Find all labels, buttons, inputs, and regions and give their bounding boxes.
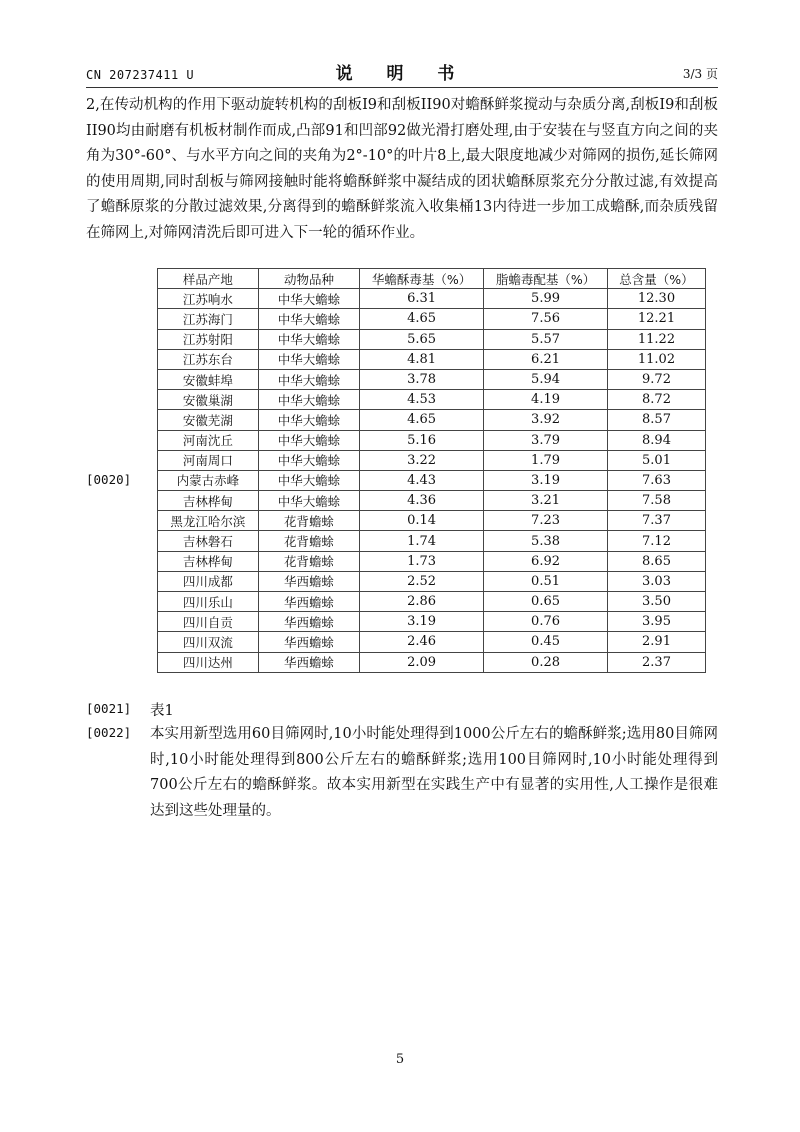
table-row <box>158 329 706 349</box>
paragraph-tag-0021: [0021] <box>86 701 132 716</box>
cell-cinobufagin: 4.65 <box>360 410 484 430</box>
table-row <box>158 491 706 511</box>
cell-total: 9.72 <box>607 369 705 389</box>
cell-cinobufagin: 2.46 <box>360 632 484 652</box>
cell-cinobufagin: 1.73 <box>360 551 484 571</box>
cell-species: 中华大蟾蜍 <box>258 390 359 410</box>
cell-species: 花背蟾蜍 <box>258 511 359 531</box>
table-row <box>158 369 706 389</box>
page-number: 5 <box>395 1052 405 1067</box>
column-header-resibufogenin: 脂蟾毒配基（%） <box>484 269 608 289</box>
cell-origin: 河南沈丘 <box>158 430 259 450</box>
cell-resibufogenin: 3.92 <box>484 410 608 430</box>
table-row <box>158 390 706 410</box>
cell-resibufogenin: 4.19 <box>484 390 608 410</box>
table-row <box>158 511 706 531</box>
cell-species: 华西蟾蜍 <box>258 652 359 672</box>
table-body <box>158 289 706 673</box>
cell-total: 7.63 <box>607 470 705 490</box>
cell-resibufogenin: 3.21 <box>484 491 608 511</box>
cell-origin: 吉林桦甸 <box>158 491 259 511</box>
cell-resibufogenin: 0.51 <box>484 571 608 591</box>
cell-species: 中华大蟾蜍 <box>258 369 359 389</box>
table-row <box>158 652 706 672</box>
cell-cinobufagin: 2.86 <box>360 592 484 612</box>
page-header <box>86 62 718 86</box>
document-title: 说 明 书 <box>335 64 469 84</box>
cell-cinobufagin: 3.19 <box>360 612 484 632</box>
column-header-origin: 样品产地 <box>158 269 259 289</box>
table-row <box>158 450 706 470</box>
cell-origin: 黑龙江哈尔滨 <box>158 511 259 531</box>
cell-species: 中华大蟾蜍 <box>258 329 359 349</box>
table-caption: 表1 <box>150 703 174 719</box>
cell-origin: 四川成都 <box>158 571 259 591</box>
cell-origin: 安徽巢湖 <box>158 390 259 410</box>
cell-cinobufagin: 1.74 <box>360 531 484 551</box>
cell-species: 中华大蟾蜍 <box>258 410 359 430</box>
cell-cinobufagin: 5.16 <box>360 430 484 450</box>
column-header-total: 总含量（%） <box>607 269 705 289</box>
cell-total: 8.72 <box>607 390 705 410</box>
cell-resibufogenin: 5.99 <box>484 289 608 309</box>
cell-cinobufagin: 5.65 <box>360 329 484 349</box>
cell-resibufogenin: 3.79 <box>484 430 608 450</box>
table-row <box>158 632 706 652</box>
table-row <box>158 531 706 551</box>
cell-origin: 吉林桦甸 <box>158 551 259 571</box>
table-row <box>158 470 706 490</box>
cell-origin: 河南周口 <box>158 450 259 470</box>
cell-total: 8.65 <box>607 551 705 571</box>
cell-origin: 吉林磐石 <box>158 531 259 551</box>
cell-cinobufagin: 6.31 <box>360 289 484 309</box>
cell-origin: 四川达州 <box>158 652 259 672</box>
cell-origin: 江苏海门 <box>158 309 259 329</box>
cell-cinobufagin: 3.78 <box>360 369 484 389</box>
cell-resibufogenin: 7.56 <box>484 309 608 329</box>
cell-resibufogenin: 7.23 <box>484 511 608 531</box>
cell-total: 5.01 <box>607 450 705 470</box>
cell-total: 3.03 <box>607 571 705 591</box>
cell-species: 中华大蟾蜍 <box>258 349 359 369</box>
publication-number: CN 207237411 U <box>86 68 195 82</box>
paragraph-tag-0022: [0022] <box>86 725 132 740</box>
table-row <box>158 349 706 369</box>
cell-total: 3.95 <box>607 612 705 632</box>
cell-total: 7.37 <box>607 511 705 531</box>
cell-species: 中华大蟾蜍 <box>258 491 359 511</box>
cell-cinobufagin: 4.43 <box>360 470 484 490</box>
cell-total: 2.91 <box>607 632 705 652</box>
cell-total: 11.22 <box>607 329 705 349</box>
header-rule <box>86 87 718 88</box>
table-header-row <box>158 269 706 289</box>
cell-cinobufagin: 2.52 <box>360 571 484 591</box>
cell-cinobufagin: 3.22 <box>360 450 484 470</box>
cell-species: 花背蟾蜍 <box>258 531 359 551</box>
cell-resibufogenin: 5.57 <box>484 329 608 349</box>
cell-species: 花背蟾蜍 <box>258 551 359 571</box>
table-row <box>158 551 706 571</box>
paragraph-0022: 本实用新型选用60目筛网时,10小时能处理得到1000公斤左右的蟾酥鲜浆;选用80目筛网时,10小时能处理得到800公斤左右的蟾酥鲜浆;选用100目筛网时,10小时能处理得到700公斤左右的蟾酥鲜浆。故本实用新型在实践生产中有显著的实用性,人工操作是很难达到这些处理量的。 <box>150 726 718 819</box>
table-row <box>158 289 706 309</box>
cell-origin: 内蒙古赤峰 <box>158 470 259 490</box>
column-header-cinobufagin: 华蟾酥毒基（%） <box>360 269 484 289</box>
cell-resibufogenin: 6.92 <box>484 551 608 571</box>
cell-resibufogenin: 1.79 <box>484 450 608 470</box>
cell-origin: 四川乐山 <box>158 592 259 612</box>
cell-total: 12.21 <box>607 309 705 329</box>
column-header-species: 动物品种 <box>258 269 359 289</box>
cell-species: 华西蟾蜍 <box>258 571 359 591</box>
cell-total: 8.94 <box>607 430 705 450</box>
cell-species: 中华大蟾蜍 <box>258 309 359 329</box>
table-row <box>158 571 706 591</box>
cell-resibufogenin: 6.21 <box>484 349 608 369</box>
cell-cinobufagin: 2.09 <box>360 652 484 672</box>
paragraph-tag-0020: [0020] <box>86 472 132 487</box>
cell-cinobufagin: 4.53 <box>360 390 484 410</box>
cell-origin: 江苏射阳 <box>158 329 259 349</box>
continued-paragraph: 2,在传动机构的作用下驱动旋转机构的刮板I9和刮板II90对蟾酥鲜浆搅动与杂质分离,刮板I9和刮板II90均由耐磨有机板材制作而成,凸部91和凹部92做光滑打磨处理,由于安装在与竖直方向之间的夹角为30°-60°、与水平方向之间的夹角为2°-10°的叶片8上,最大限度地减少对筛网的损伤,延长筛网的使用周期,同时刮板与筛网接触时能将蟾酥鲜浆中凝结成的团状蟾酥原浆充分分散过滤,有效提高了蟾酥原浆的分散过滤效果,分离得到的蟾酥鲜浆流入收集桶13内待进一步加工成蟾酥,而杂质残留在筛网上,对筛网清洗后即可进入下一轮的循环作业。 <box>86 97 718 241</box>
cell-resibufogenin: 5.94 <box>484 369 608 389</box>
cell-origin: 江苏响水 <box>158 289 259 309</box>
cell-total: 12.30 <box>607 289 705 309</box>
cell-origin: 安徽蚌埠 <box>158 369 259 389</box>
table-row <box>158 612 706 632</box>
data-table <box>157 268 706 673</box>
cell-cinobufagin: 4.65 <box>360 309 484 329</box>
cell-resibufogenin: 0.65 <box>484 592 608 612</box>
cell-species: 中华大蟾蜍 <box>258 450 359 470</box>
table-row <box>158 430 706 450</box>
cell-total: 7.58 <box>607 491 705 511</box>
cell-origin: 安徽芜湖 <box>158 410 259 430</box>
cell-cinobufagin: 0.14 <box>360 511 484 531</box>
page-of-total: 3/3 页 <box>682 67 718 81</box>
cell-origin: 江苏东台 <box>158 349 259 369</box>
cell-origin: 四川自贡 <box>158 612 259 632</box>
table-row <box>158 410 706 430</box>
cell-species: 华西蟾蜍 <box>258 632 359 652</box>
cell-resibufogenin: 0.28 <box>484 652 608 672</box>
table-row <box>158 592 706 612</box>
cell-species: 中华大蟾蜍 <box>258 289 359 309</box>
cell-species: 中华大蟾蜍 <box>258 470 359 490</box>
cell-species: 华西蟾蜍 <box>258 592 359 612</box>
cell-cinobufagin: 4.36 <box>360 491 484 511</box>
cell-origin: 四川双流 <box>158 632 259 652</box>
cell-cinobufagin: 4.81 <box>360 349 484 369</box>
table-row <box>158 309 706 329</box>
cell-total: 8.57 <box>607 410 705 430</box>
cell-total: 2.37 <box>607 652 705 672</box>
cell-resibufogenin: 0.45 <box>484 632 608 652</box>
cell-species: 中华大蟾蜍 <box>258 430 359 450</box>
cell-total: 3.50 <box>607 592 705 612</box>
cell-species: 华西蟾蜍 <box>258 612 359 632</box>
cell-total: 11.02 <box>607 349 705 369</box>
cell-total: 7.12 <box>607 531 705 551</box>
cell-resibufogenin: 0.76 <box>484 612 608 632</box>
cell-resibufogenin: 3.19 <box>484 470 608 490</box>
cell-resibufogenin: 5.38 <box>484 531 608 551</box>
